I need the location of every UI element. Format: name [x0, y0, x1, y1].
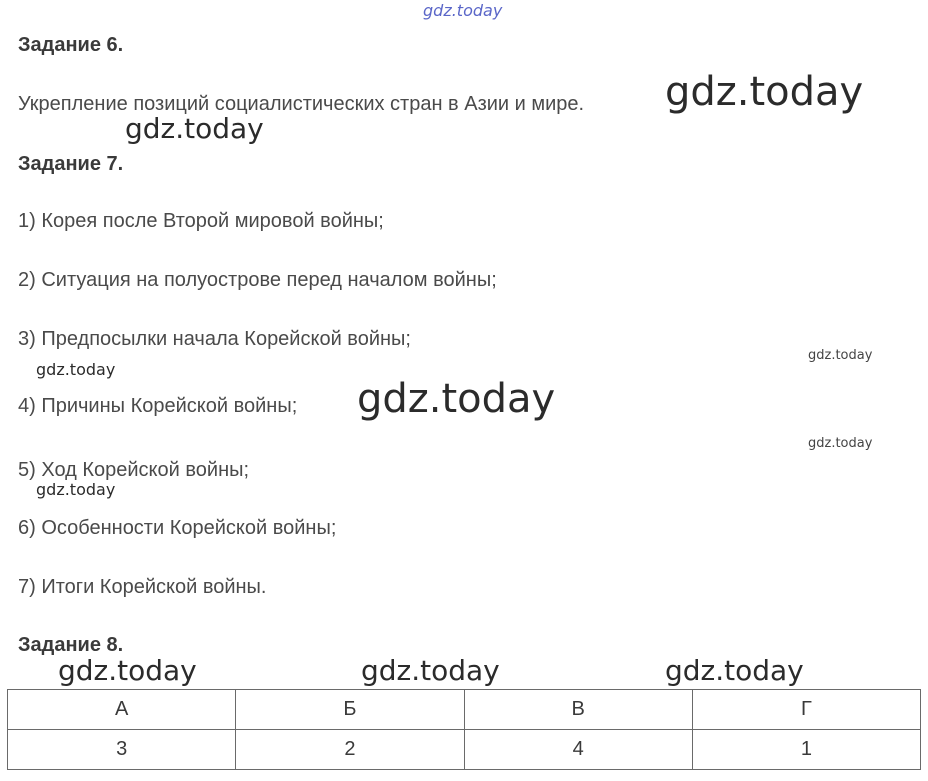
task6-heading: Задание 6. [18, 34, 124, 56]
task8-heading: Задание 8. [18, 634, 124, 656]
task7-item: 4) Причины Корейской войны; [18, 395, 298, 417]
answer-table-value-cell: 3 [8, 730, 236, 770]
answer-table-header-cell: Б [236, 690, 464, 730]
answer-table-header-cell: А [8, 690, 236, 730]
answer-table-value-cell: 4 [464, 730, 692, 770]
task7-heading: Задание 7. [18, 153, 124, 175]
task7-item: 3) Предпосылки начала Корейской войны; [18, 328, 411, 350]
watermark-task6-below: gdz.today [125, 112, 264, 145]
task7-item: 7) Итоги Корейской войны. [18, 576, 267, 598]
watermark-small-right-1: gdz.today [808, 348, 873, 363]
task6-text: Укрепление позиций социалистических стран в Азии и мире. [18, 93, 585, 115]
answer-table-value-cell: 1 [692, 730, 920, 770]
watermark-small-right-2: gdz.today [808, 436, 873, 451]
answer-table-header-row [8, 690, 921, 730]
watermark-center: gdz.today [357, 376, 556, 422]
answer-table-value-row [8, 730, 921, 770]
watermark-small-left-2: gdz.today [36, 480, 116, 499]
answer-table-value-cell: 2 [236, 730, 464, 770]
watermark-table-3: gdz.today [665, 654, 804, 687]
watermark-task6-right: gdz.today [665, 69, 864, 115]
answer-table-header-cell: Г [692, 690, 920, 730]
task7-item: 1) Корея после Второй мировой войны; [18, 210, 384, 232]
answer-table-header-cell: В [464, 690, 692, 730]
task7-item: 2) Ситуация на полуострове перед началом войны; [18, 269, 497, 291]
watermark-top: gdz.today [423, 1, 503, 20]
watermark-table-2: gdz.today [361, 654, 500, 687]
answer-table [7, 689, 921, 770]
watermark-small-left-1: gdz.today [36, 360, 116, 379]
task7-item: 6) Особенности Корейской войны; [18, 517, 337, 539]
watermark-table-1: gdz.today [58, 654, 197, 687]
task7-item: 5) Ход Корейской войны; [18, 459, 250, 481]
